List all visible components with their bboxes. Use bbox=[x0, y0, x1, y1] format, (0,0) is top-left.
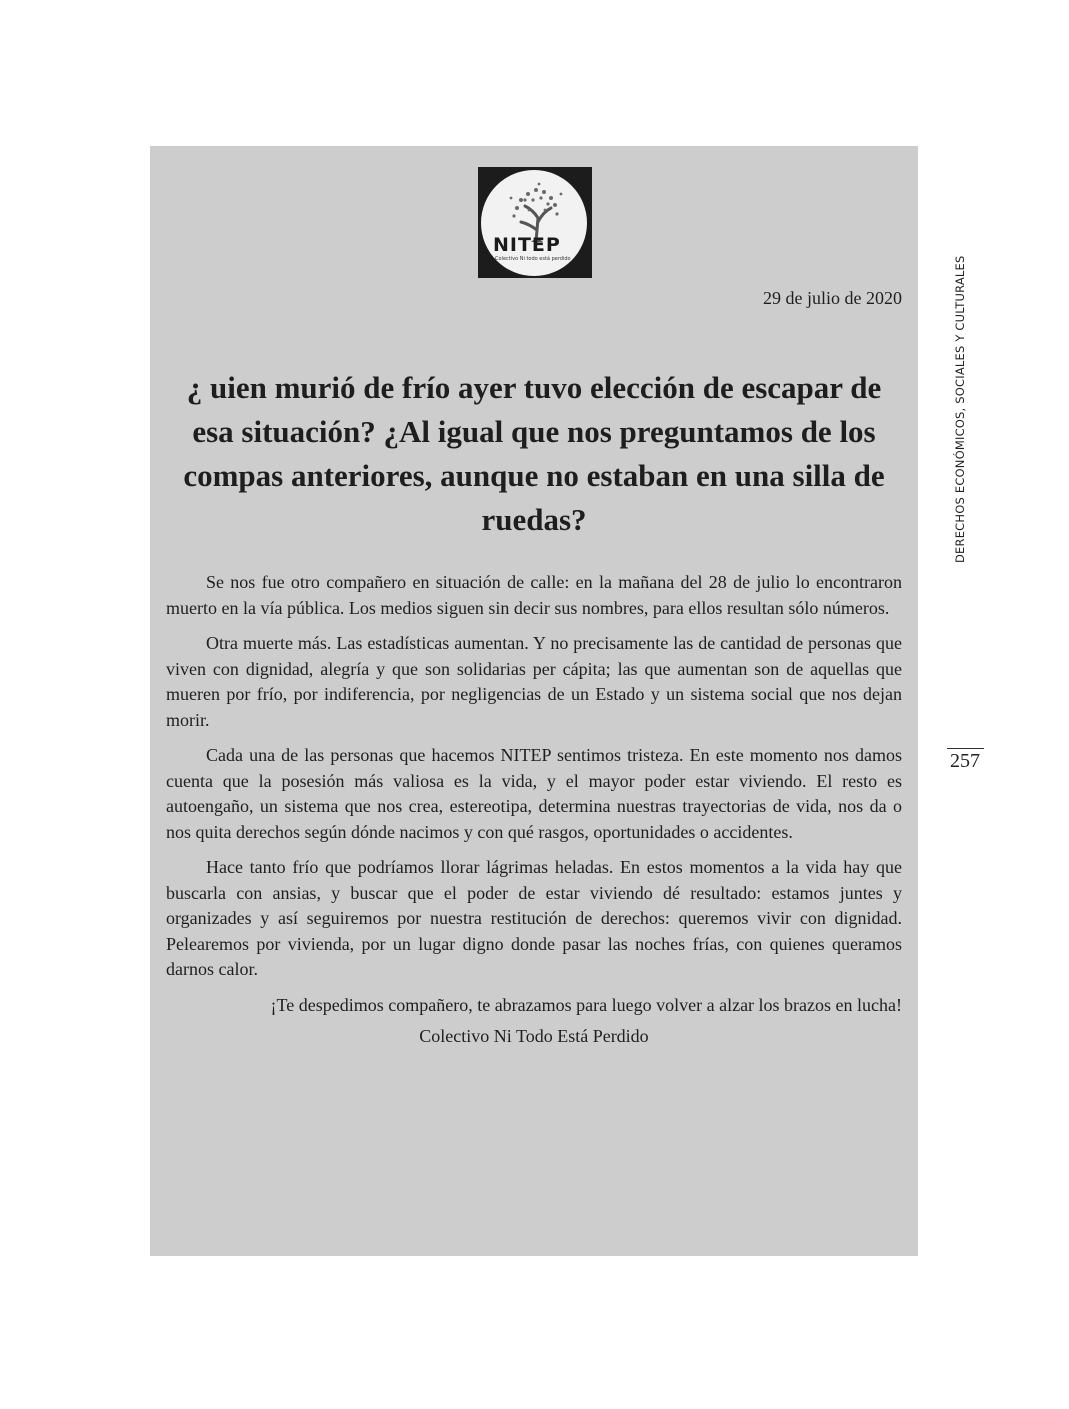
page-number: 257 bbox=[950, 750, 980, 772]
logo-subtitle: Colectivo Ni todo está perdido bbox=[495, 256, 571, 262]
paragraph-2: Otra muerte más. Las estadísticas aumentan. Y no precisamente las de cantidad de personas que viven con dignidad, alegría y que son solidarias per cápita; las que aumentan son de aquellas que mueren por frío, por indiferencia, por negligencias de un Estado y un sistema social que nos dejan morir. bbox=[166, 633, 902, 730]
article-panel bbox=[150, 146, 918, 1256]
paragraph-4: Hace tanto frío que podríamos llorar lágrimas heladas. En estos momentos a la vida hay que buscarla con ansias, y buscar que el poder de estar viviendo dé resultado: estamos juntes y organizades y así seguiremos por nuestra restitución de derechos: queremos vivir con dignidad. Pelearemos por vivienda, por un lugar digno donde pasar las noches frías, con quienes queramos darnos calor. bbox=[166, 857, 902, 979]
article-body bbox=[166, 570, 902, 1050]
section-side-label: DERECHOS ECONÓMICOS, SOCIALES Y CULTURALES bbox=[953, 255, 967, 563]
nitep-logo bbox=[478, 167, 592, 278]
logo-name: NITEP bbox=[493, 234, 561, 256]
logo-circle bbox=[481, 170, 587, 276]
article-title: ¿ uien murió de frío ayer tuvo elección de escapar de esa situación? ¿Al igual que nos preguntamos de los compas anteriores, aunque no estaban en una silla de ruedas? bbox=[183, 370, 885, 537]
paragraph-1: Se nos fue otro compañero en situación de calle: en la mañana del 28 de julio lo encontraron muerto en la vía pública. Los medios siguen sin decir sus nombres, para ellos resultan sólo números. bbox=[166, 572, 902, 618]
article-date: 29 de julio de 2020 bbox=[763, 288, 902, 308]
closing-line: ¡Te despedimos compañero, te abrazamos para luego volver a alzar los brazos en lucha! bbox=[270, 994, 902, 1015]
signature: Colectivo Ni Todo Está Perdido bbox=[419, 1026, 649, 1046]
paragraph-3: Cada una de las personas que hacemos NITEP sentimos tristeza. En este momento nos damos cuenta que la posesión más valiosa es la vida, y el mayor poder estar viviendo. El resto es autoengaño, un sistema que nos crea, estereotipa, determina nuestras trayectorias de vida, nos da o nos quita derechos según dónde nacimos y con qué rasgos, oportunidades o accidentes. bbox=[166, 745, 902, 842]
page-number-rule bbox=[947, 748, 984, 749]
